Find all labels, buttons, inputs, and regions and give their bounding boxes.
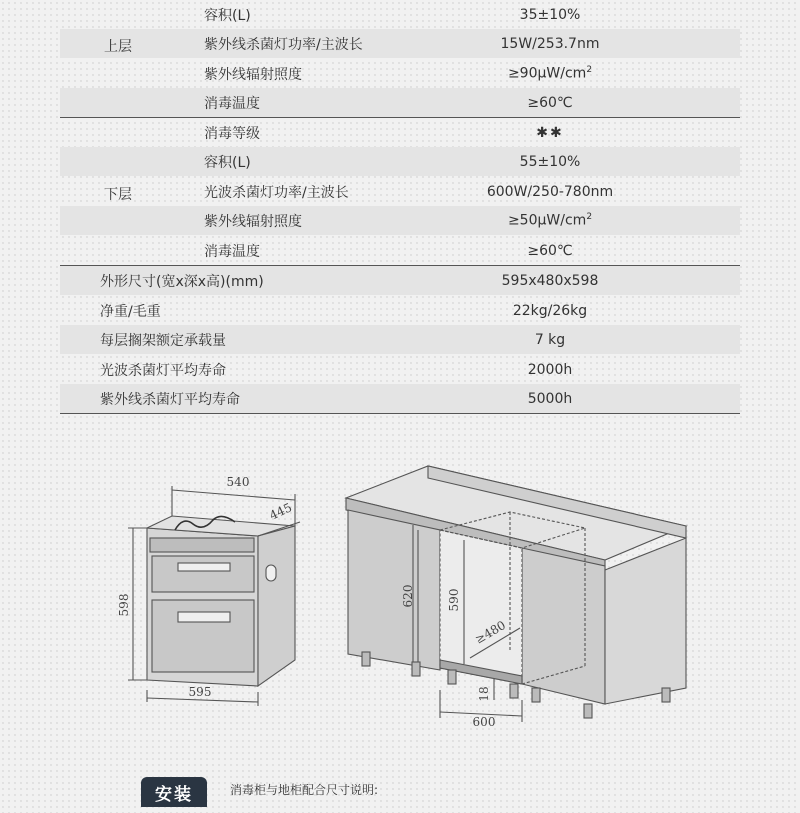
dim-label-cabinet-height: 620 — [401, 584, 415, 608]
cabinet-unit-drawing — [117, 475, 300, 706]
control-panel — [150, 538, 254, 552]
spec-row — [60, 296, 740, 325]
spec-value: 55±10% — [519, 153, 581, 170]
group-label-upper: 上层 — [104, 39, 132, 55]
disinfection-grade-stars: ✱✱ — [536, 124, 564, 141]
spec-value-text: ≥90μW/cm — [507, 65, 587, 82]
spec-row — [60, 206, 740, 235]
table-bottom-rule — [60, 413, 740, 414]
spec-label: 净重/毛重 — [100, 303, 161, 320]
lower-drawer — [152, 600, 254, 672]
spec-row — [60, 325, 740, 354]
installation-diagram — [0, 440, 800, 740]
spec-label: 消毒温度 — [204, 95, 260, 112]
spec-label: 光波杀菌灯功率/主波长 — [204, 184, 349, 201]
spec-row — [60, 177, 740, 206]
group-label-lower: 下层 — [104, 187, 132, 203]
spec-row — [60, 355, 740, 384]
spec-value: 595x480x598 — [501, 272, 599, 289]
install-section-badge: 安装 — [141, 777, 207, 807]
dim-label-depth: 445 — [267, 500, 295, 523]
spec-row — [60, 59, 740, 88]
spec-label: 紫外线辐射照度 — [204, 66, 302, 83]
spec-value: 15W/253.7nm — [500, 35, 600, 52]
spec-label: 容积(L) — [204, 154, 251, 171]
spec-row — [60, 0, 740, 29]
dim-label-width: 540 — [226, 475, 250, 489]
leg — [510, 684, 518, 698]
spec-value: 5000h — [527, 390, 573, 407]
spec-value: 35±10% — [519, 6, 581, 23]
spec-label: 外形尺寸(宽x深x高)(mm) — [100, 273, 264, 290]
spec-label: 紫外线杀菌灯平均寿命 — [100, 391, 240, 408]
spec-row — [60, 118, 740, 147]
upper-drawer — [152, 556, 254, 592]
dim-label-plinth: 18 — [477, 686, 491, 702]
spec-value: ≥60℃ — [527, 94, 573, 111]
dim-label-height: 598 — [117, 593, 131, 617]
dim-label-front-width: 595 — [188, 685, 212, 699]
spec-value — [360, 65, 740, 82]
install-note: 消毒柜与地柜配合尺寸说明: — [230, 783, 379, 797]
leg — [448, 670, 456, 684]
leg — [532, 688, 540, 702]
spec-row — [60, 29, 740, 58]
side-vent — [266, 565, 276, 581]
spec-row — [60, 88, 740, 117]
spec-value-text: ≥50μW/cm — [507, 212, 587, 229]
spec-value — [360, 212, 740, 229]
dim-label-opening-width: 600 — [472, 715, 496, 729]
spec-label: 光波杀菌灯平均寿命 — [100, 362, 226, 379]
spec-label: 消毒温度 — [204, 243, 260, 260]
superscript: 2 — [586, 65, 593, 76]
left-cabinet-front — [348, 510, 440, 670]
leg — [584, 704, 592, 718]
spec-row — [60, 236, 740, 265]
dim-label-opening-height: 590 — [447, 588, 461, 612]
spec-label: 容积(L) — [204, 7, 251, 24]
superscript: 2 — [586, 212, 593, 223]
lower-drawer-handle — [178, 612, 230, 622]
spec-label: 紫外线杀菌灯功率/主波长 — [204, 36, 363, 53]
spec-value: 600W/250-780nm — [486, 183, 614, 200]
spec-row — [60, 266, 740, 295]
spec-row — [60, 384, 740, 413]
cabinet-side — [258, 526, 295, 686]
leg — [412, 662, 420, 676]
spec-label: 紫外线辐射照度 — [204, 213, 302, 230]
cabinet-right-side — [605, 538, 686, 704]
leg — [362, 652, 370, 666]
dim-label-opening-depth: ≥480 — [472, 617, 509, 647]
base-cabinet-drawing — [346, 466, 686, 729]
spec-row — [60, 147, 740, 176]
upper-drawer-handle — [178, 563, 230, 571]
spec-value: ≥60℃ — [527, 242, 573, 259]
spec-value: 2000h — [527, 361, 573, 378]
spec-label: 消毒等级 — [204, 125, 260, 142]
leg — [662, 688, 670, 702]
spec-value: 22kg/26kg — [512, 302, 588, 319]
spec-value: 7 kg — [534, 331, 566, 348]
spec-label: 每层搁架额定承载量 — [100, 332, 226, 349]
